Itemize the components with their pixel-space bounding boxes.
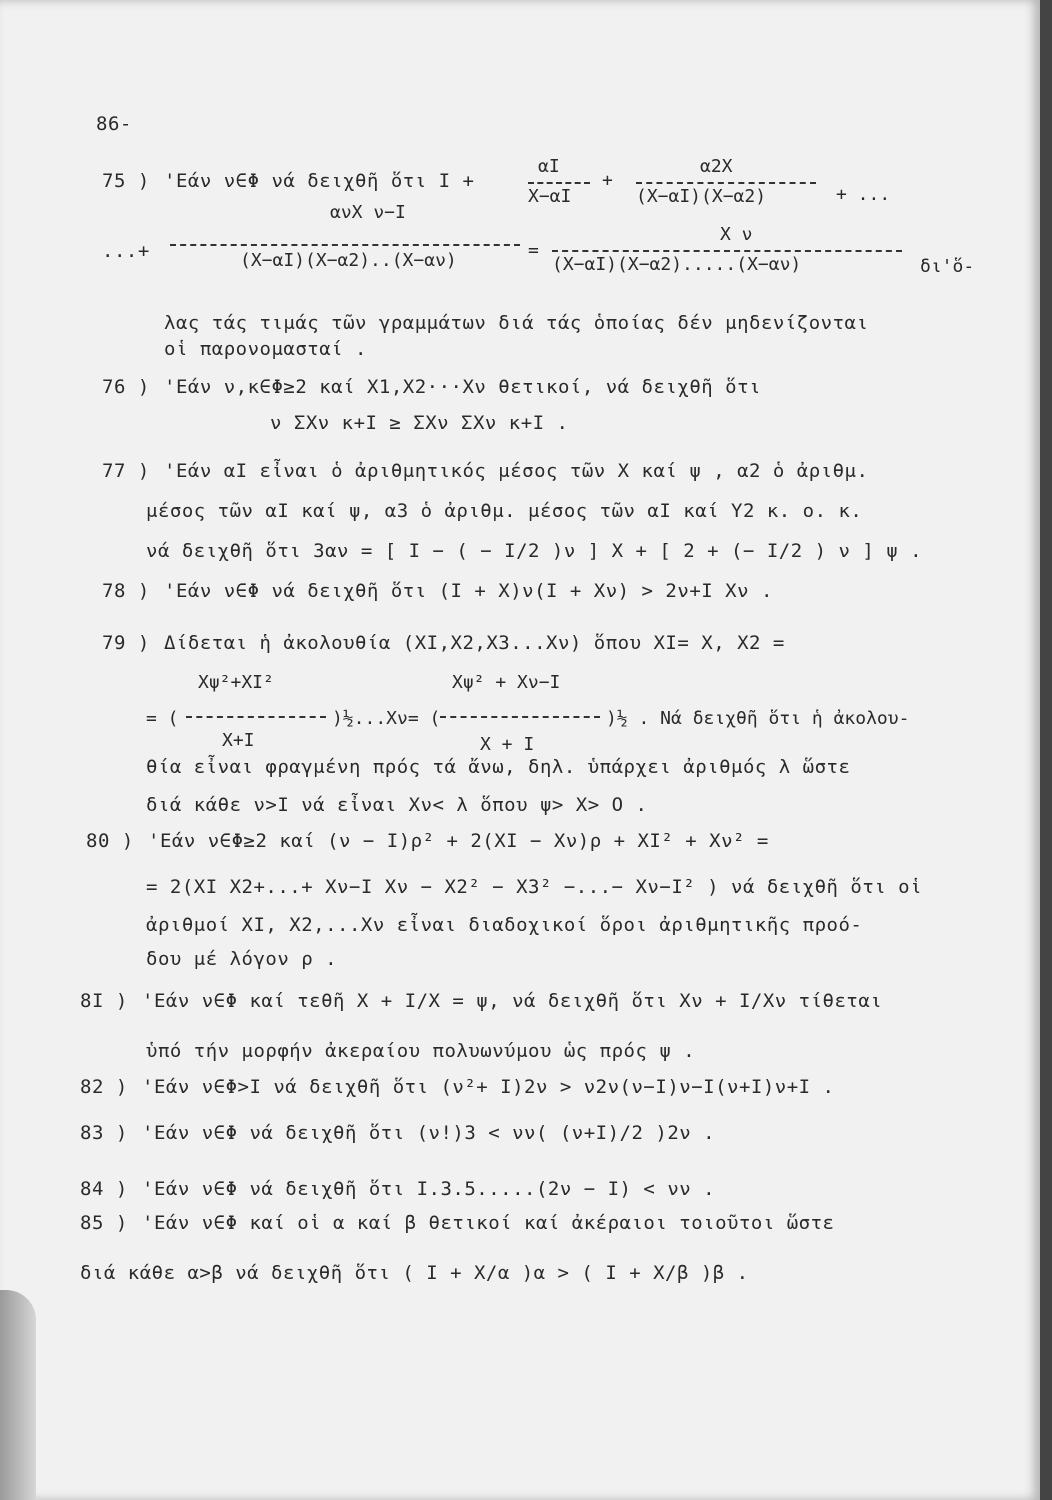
problem-text: διά κάθε ν>Ι νά εἶναι Χν< λ ὅπου ψ> Χ> Ο . xyxy=(146,794,648,816)
problem-number: 76 ) xyxy=(102,376,150,398)
fraction-numerator: Χψ² + Χν−Ι xyxy=(452,672,561,693)
problem-number: 79 ) xyxy=(102,632,150,654)
problem-text: = 2(ΧΙ Χ2+...+ Χν−Ι Χν − Χ2² − Χ3² −...− Χν−Ι² ) νά δειχθῆ ὅτι οἱ xyxy=(146,876,923,898)
continued-line-lead: ...+ xyxy=(102,240,150,262)
line-mid: )½...Χν= ( xyxy=(332,708,441,729)
scanner-thumb-shadow xyxy=(0,1290,36,1500)
problem-text: διά κάθε α>β νά δειχθῆ ὅτι ( Ι + Χ/α )α > ( Ι + Χ/β )β . xyxy=(80,1262,749,1284)
problem-text: οἱ παρονομασταί . xyxy=(164,338,367,360)
problem-82 xyxy=(80,1076,834,1098)
problem-text: 'Εάν ν∈Φ καί τεθῆ Χ + Ι/Χ = ψ, νά δειχθῆ ὅτι Χν + Ι/Χν τίθεται xyxy=(142,990,883,1012)
equals-sign: = xyxy=(528,240,539,261)
problem-number: 85 ) xyxy=(80,1212,128,1234)
fraction-bar xyxy=(552,250,902,252)
problem-text: 'Εάν ν∈Φ καί οἱ α καί β θετικοί καί ἀκέραιοι τοιοῦτοι ὥστε xyxy=(142,1212,835,1234)
problem-number: 82 ) xyxy=(80,1076,128,1098)
problem-number: 83 ) xyxy=(80,1122,128,1144)
problem-80 xyxy=(86,830,769,852)
problem-text: 'Εάν ν,κ∈Φ≥2 καί Χ1,Χ2···Χν θετικοί, νά δειχθῆ ὅτι xyxy=(164,376,761,398)
problem-number: 8Ι ) xyxy=(80,990,128,1012)
problem-text: 'Εάν ν∈Φ νά δειχθῆ ὅτι (ν!)3 < νν( (ν+Ι)/2 )2ν . xyxy=(142,1122,716,1144)
problem-number: 75 ) xyxy=(102,170,150,192)
fraction-bar xyxy=(170,244,520,246)
fraction-bar xyxy=(186,716,326,718)
problem-text: ὑπό τήν μορφήν ἀκεραίου πολυωνύμου ὡς πρός ψ . xyxy=(146,1040,696,1062)
problem-text: ν ΣΧν κ+Ι ≥ ΣΧν ΣΧν κ+Ι . xyxy=(270,412,569,434)
fraction-denominator: (Χ−αΙ)(Χ−α2).....(Χ−αν) xyxy=(552,254,802,275)
fraction-denominator: Χ+Ι xyxy=(222,730,255,751)
fraction-bar xyxy=(440,716,600,718)
fraction-numerator: α2Χ xyxy=(700,156,733,177)
line-tail: δι'ὅ- xyxy=(920,256,975,277)
problem-text: Δίδεται ἡ ἀκολουθία (ΧΙ,Χ2,Χ3...Χν) ὅπου ΧΙ= Χ, Χ2 = xyxy=(164,632,785,654)
problem-number: 77 ) xyxy=(102,460,150,482)
fraction-bar xyxy=(636,182,816,184)
plus-sign: + xyxy=(602,170,613,191)
problem-text: δου μέ λόγον ρ . xyxy=(146,948,338,970)
fraction-denominator: Χ + Ι xyxy=(480,734,535,755)
fraction-denominator: (Χ−αΙ)(Χ−α2)..(Χ−αν) xyxy=(240,250,457,271)
problem-78 xyxy=(102,580,773,602)
problem-text: 'Εάν ν∈Φ νά δειχθῆ ὅτι Ι.3.5.....(2ν − Ι) < νν . xyxy=(142,1178,716,1200)
page-number: 86- xyxy=(96,113,132,135)
problem-81 xyxy=(80,990,882,1012)
problem-text: 'Εάν ν∈Φ>Ι νά δειχθῆ ὅτι (ν²+ Ι)2ν > ν2ν(ν−Ι)ν−Ι(ν+Ι)ν+Ι . xyxy=(142,1076,835,1098)
problem-85 xyxy=(80,1212,834,1234)
problem-text: θία εἶναι φραγμένη πρός τά ἄνω, δηλ. ὑπάρχει ἀριθμός λ ὥστε xyxy=(146,756,851,778)
line-tail: )½ . Νά δειχθῆ ὅτι ἡ ἀκολου- xyxy=(606,708,910,729)
page-edge xyxy=(1040,0,1052,1500)
problem-77 xyxy=(102,460,868,482)
problem-text: 'Εάν αΙ εἶναι ὁ ἀριθμητικός μέσος τῶν Χ καί ψ , α2 ὁ ἀριθμ. xyxy=(164,460,869,482)
fraction-numerator: Χ ν xyxy=(720,224,753,245)
fraction-numerator: ανΧ ν−Ι xyxy=(330,202,406,223)
problem-number: 80 ) xyxy=(86,830,134,852)
fraction-denominator: (Χ−αΙ)(Χ−α2) xyxy=(636,186,767,207)
ellipsis: + ... xyxy=(836,184,891,205)
problem-text: μέσος τῶν αΙ καί ψ, α3 ὁ ἀριθμ. μέσος τῶν αΙ καί Υ2 κ. ο. κ. xyxy=(146,500,863,522)
problem-text: 'Εάν ν∈Φ νά δειχθῆ ὅτι Ι + xyxy=(164,170,475,192)
problem-83 xyxy=(80,1122,715,1144)
fraction-numerator: Χψ²+ΧΙ² xyxy=(198,672,274,693)
problem-text: νά δειχθῆ ὅτι 3αν = [ Ι − ( − Ι/2 )ν ] Χ + [ 2 + (− Ι/2 ) ν ] ψ . xyxy=(146,540,923,562)
problem-79 xyxy=(102,632,785,654)
line-lead: = ( xyxy=(146,708,179,729)
problem-number: 84 ) xyxy=(80,1178,128,1200)
problem-76 xyxy=(102,376,761,398)
problem-75 xyxy=(102,170,474,192)
fraction-denominator: Χ−αΙ xyxy=(528,186,572,207)
problem-number: 78 ) xyxy=(102,580,150,602)
problem-text: ἀριθμοί ΧΙ, Χ2,...Χν εἶναι διαδοχικοί ὅροι ἀριθμητικῆς προό- xyxy=(146,914,863,936)
problem-text: λας τάς τιμάς τῶν γραμμάτων διά τάς ὁποίας δέν μηδενίζονται xyxy=(164,312,869,334)
problem-text: 'Εάν ν∈Φ νά δειχθῆ ὅτι (Ι + Χ)ν(Ι + Χν) > 2ν+Ι Χν . xyxy=(164,580,773,602)
fraction-bar xyxy=(528,182,590,184)
problem-84 xyxy=(80,1178,715,1200)
fraction-numerator: αΙ xyxy=(538,156,560,177)
problem-text: 'Εάν ν∈Φ≥2 καί (ν − Ι)ρ² + 2(ΧΙ − Χν)ρ + ΧΙ² + Χν² = xyxy=(148,830,769,852)
